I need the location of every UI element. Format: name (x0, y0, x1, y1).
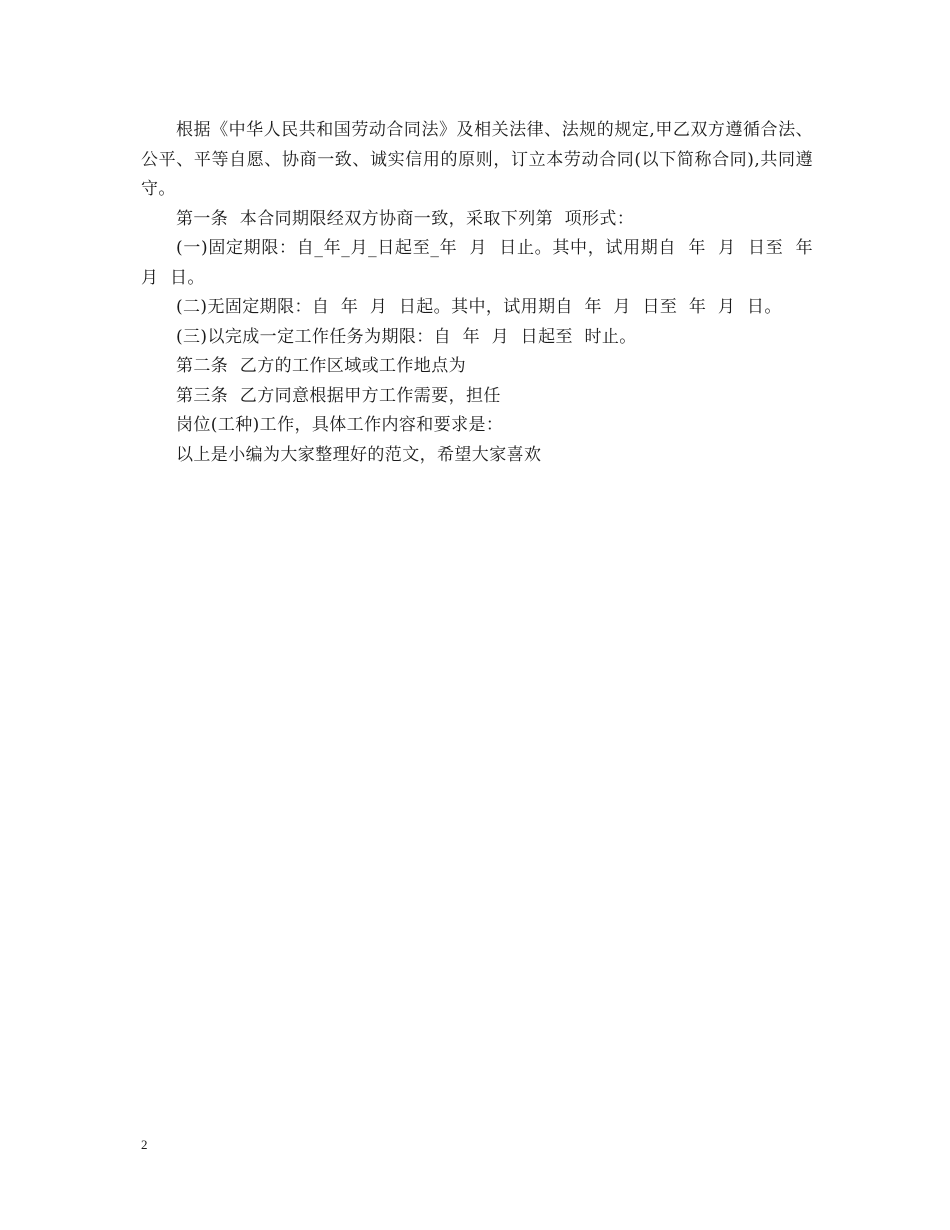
paragraph-fixed-term: (一)固定期限：自_年_月_日起至_年 月 日止。其中，试用期自 年 月 日至 年 月 日。 (141, 238, 825, 288)
paragraph-article-2: 第二条 乙方的工作区域或工作地点为 (176, 356, 467, 376)
paragraph-preamble: 根据《中华人民共和国劳动合同法》及相关法律、法规的规定,甲乙双方遵循合法、公平、平等自愿、协商一致、诚实信用的原则，订立本劳动合同(以下简称合同),共同遵守。 (141, 120, 813, 199)
document-body (141, 116, 825, 470)
paragraph-article-3: 第三条 乙方同意根据甲方工作需要，担任 (176, 385, 501, 406)
paragraph-article-1: 第一条 本合同期限经双方协商一致，采取下列第 项形式： (176, 208, 635, 229)
paragraph-open-term: (二)无固定期限：自 年 月 日起。其中，试用期自 年 月 日至 年 月 日。 (176, 297, 782, 317)
paragraph-task-term: (三)以完成一定工作任务为期限：自 年 月 日起至 时止。 (176, 326, 637, 347)
page-number: 2 (141, 1137, 148, 1152)
paragraph-job-position: 岗位(工种)工作，具体工作内容和要求是： (176, 415, 504, 435)
paragraph-closing: 以上是小编为大家整理好的范文，希望大家喜欢 (176, 444, 542, 465)
